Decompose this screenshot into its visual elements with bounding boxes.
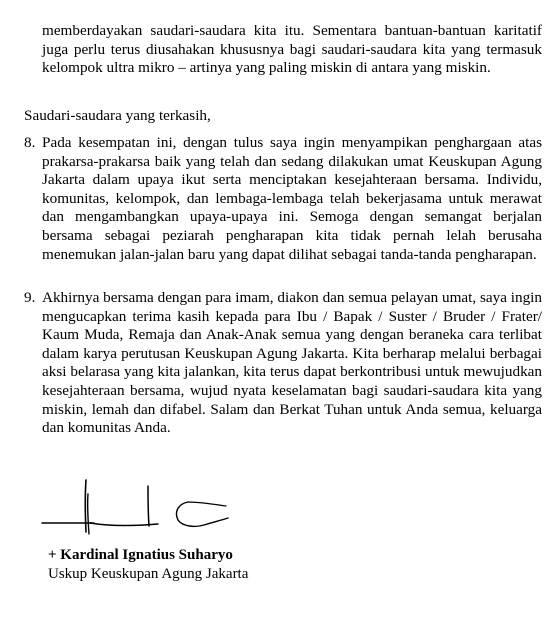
salutation: Saudari-saudara yang terkasih,	[24, 107, 211, 124]
signer-title: Uskup Keuskupan Agung Jakarta	[48, 566, 249, 582]
numbered-item-8	[24, 134, 542, 264]
item-number: 9.	[24, 289, 36, 306]
signer-name: + Kardinal Ignatius Suharyo	[48, 547, 233, 563]
item-text: Akhirnya bersama dengan para imam, diakon dan semua pelayan umat, saya ingin mengucapkan terima kasih kepada para Ibu / Bapak / Suster / Bruder / Frater/ Kaum Muda, Remaja dan Anak-Anak semua yang dengan beraneka cara terlibat dalam karya perutusan Keuskupan Agung Jakarta. Kita berharap melalui berbagai aksi belarasa yang kita jalankan, kita terus dapat berkontribusi untuk mewujudkan kesejahteraan bersama, wujud nyata keselamatan bagi saudari-saudara kita yang miskin, lemah dan difabel. Salam dan Berkat Tuhan untuk Anda semua, keluarga dan komunitas Anda.	[42, 289, 542, 437]
continuation-paragraph: memberdayakan saudari-saudara kita itu. Sementara bantuan-bantuan karitatif juga perlu terus diusahakan khususnya bagi saudari-saudara kita yang termasuk kelompok ultra mikro – artinya yang paling miskin di antara yang miskin.	[42, 22, 542, 77]
handwritten-signature	[38, 476, 238, 538]
numbered-item-9	[24, 289, 542, 438]
item-text: Pada kesempatan ini, dengan tulus saya ingin menyampikan penghargaan atas prakarsa-prakarsa baik yang telah dan sedang dilakukan umat Keuskupan Agung Jakarta dalam upaya ikut serta menciptakan kesejahteraan bersama. Individu, komunitas, kelompok, dan lembaga-lembaga telah bekerjasama untuk merawat dan mengambangkan upaya-upaya ini. Semoga dengan semangat berjalan bersama sebagai peziarah pengharapan kita tidak pernah lelah berusaha menemukan jalan-jalan baru yang dapat dilihat sebagai tanda-tanda pengharapan.	[42, 134, 542, 263]
item-number: 8.	[24, 134, 36, 151]
